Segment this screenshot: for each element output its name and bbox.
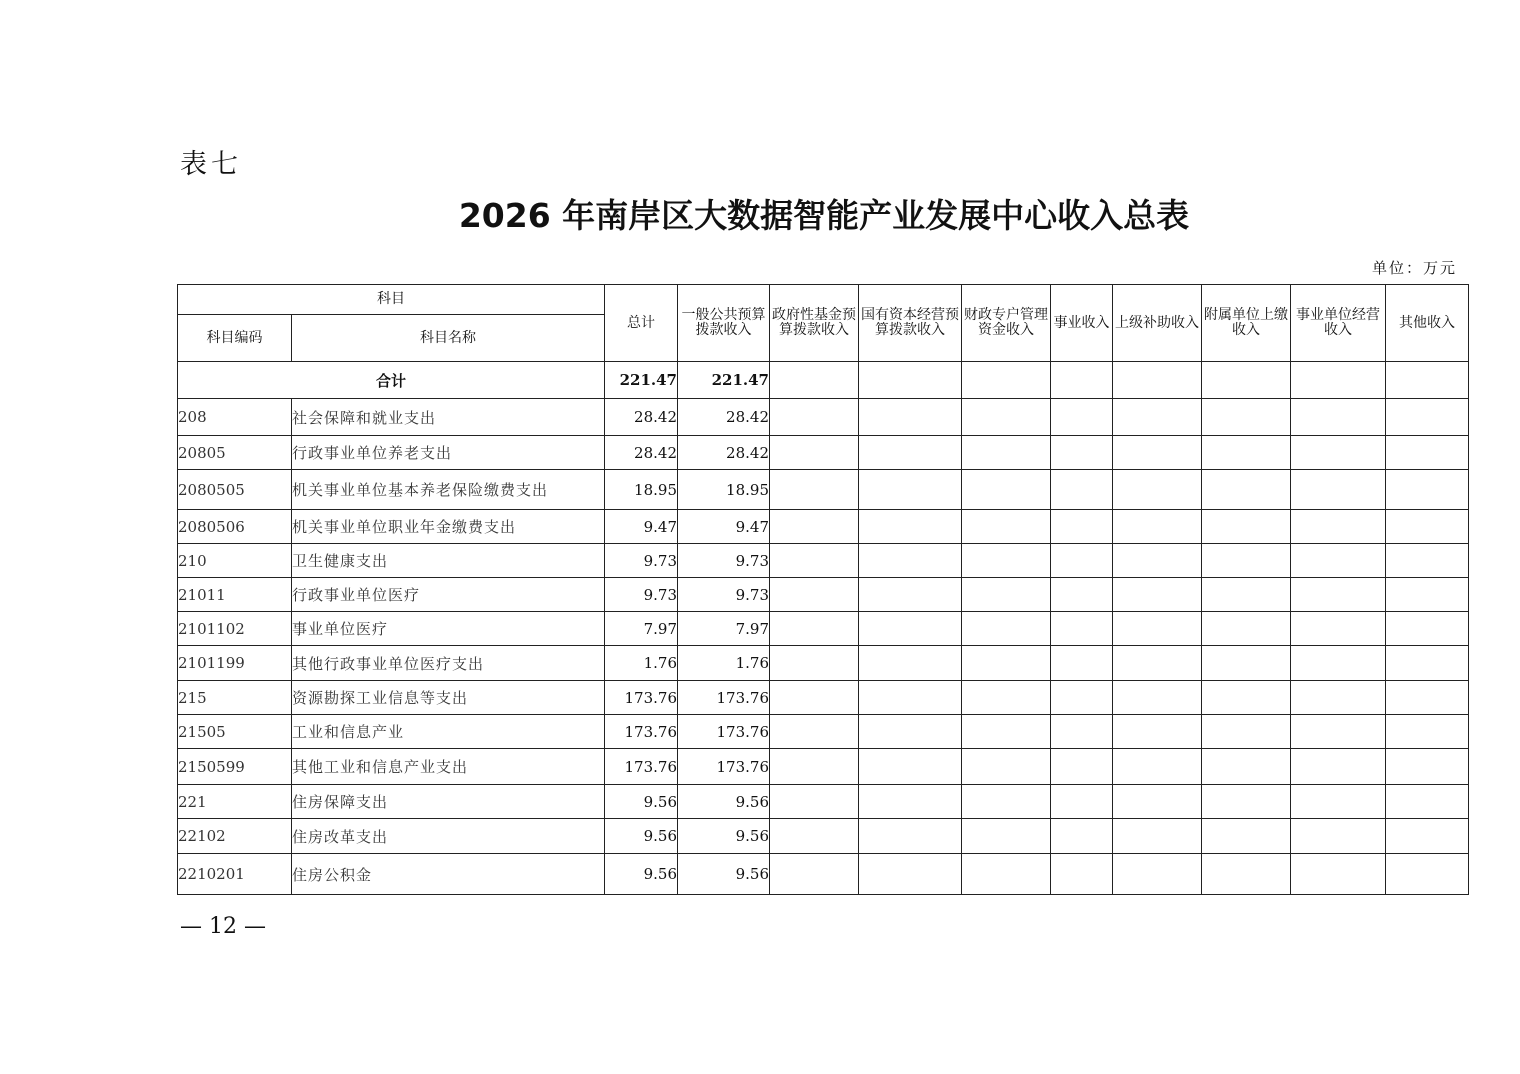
empty-cell bbox=[1202, 612, 1291, 646]
total-cell: 9.73 bbox=[605, 544, 678, 578]
empty-cell bbox=[962, 544, 1051, 578]
empty-cell bbox=[1113, 578, 1202, 612]
general-budget-cell: 9.56 bbox=[678, 785, 770, 819]
header-code: 科目编码 bbox=[178, 315, 292, 362]
subject-name-cell: 机关事业单位基本养老保险缴费支出 bbox=[292, 470, 605, 510]
empty-cell bbox=[1291, 544, 1386, 578]
header-general-budget: 一般公共预算拨款收入 bbox=[678, 285, 770, 362]
total-cell: 1.76 bbox=[605, 646, 678, 681]
empty-cell bbox=[1051, 681, 1113, 715]
empty-cell bbox=[1051, 470, 1113, 510]
table-row bbox=[178, 612, 1469, 646]
subject-name-cell: 住房公积金 bbox=[292, 854, 605, 895]
total-total-cell: 221.47 bbox=[605, 362, 678, 399]
empty-cell bbox=[859, 470, 962, 510]
empty-cell bbox=[1386, 470, 1469, 510]
empty-cell bbox=[1202, 819, 1291, 854]
empty-cell bbox=[1051, 510, 1113, 544]
empty-cell bbox=[1051, 854, 1113, 895]
empty-cell bbox=[1202, 785, 1291, 819]
empty-cell bbox=[859, 854, 962, 895]
empty-cell bbox=[962, 612, 1051, 646]
empty-cell bbox=[1386, 436, 1469, 470]
header-subject-group: 科目 bbox=[178, 285, 605, 315]
empty-cell bbox=[1051, 612, 1113, 646]
empty-cell bbox=[1291, 785, 1386, 819]
empty-cell bbox=[1386, 544, 1469, 578]
empty-cell bbox=[1051, 436, 1113, 470]
subject-code-cell: 21505 bbox=[178, 715, 292, 749]
subject-code-cell: 215 bbox=[178, 681, 292, 715]
empty-cell bbox=[1386, 578, 1469, 612]
empty-cell bbox=[859, 544, 962, 578]
empty-cell bbox=[770, 854, 859, 895]
empty-cell bbox=[1386, 785, 1469, 819]
table-row bbox=[178, 470, 1469, 510]
empty-cell bbox=[1386, 819, 1469, 854]
empty-cell bbox=[770, 399, 859, 436]
empty-cell bbox=[1291, 681, 1386, 715]
subject-code-cell: 2080505 bbox=[178, 470, 292, 510]
subject-code-cell: 22102 bbox=[178, 819, 292, 854]
subject-code-cell: 2080506 bbox=[178, 510, 292, 544]
table-row bbox=[178, 819, 1469, 854]
header-state-capital: 国有资本经营预算拨款收入 bbox=[859, 285, 962, 362]
header-operating: 事业单位经营收入 bbox=[1291, 285, 1386, 362]
empty-cell bbox=[1386, 612, 1469, 646]
page-number: — 12 — bbox=[180, 914, 266, 939]
empty-cell bbox=[1113, 715, 1202, 749]
empty-cell bbox=[1291, 436, 1386, 470]
empty-cell bbox=[1386, 715, 1469, 749]
empty-cell bbox=[1113, 399, 1202, 436]
total-cell: 9.56 bbox=[605, 785, 678, 819]
empty-cell bbox=[770, 646, 859, 681]
empty-cell bbox=[1051, 399, 1113, 436]
income-summary-table bbox=[177, 284, 1469, 895]
subject-name-cell: 其他行政事业单位医疗支出 bbox=[292, 646, 605, 681]
table-row bbox=[178, 578, 1469, 612]
total-label: 合计 bbox=[178, 362, 605, 399]
empty-cell bbox=[1291, 399, 1386, 436]
empty-cell bbox=[859, 646, 962, 681]
empty-cell bbox=[1386, 362, 1469, 399]
empty-cell bbox=[1291, 362, 1386, 399]
unit-label: 单位：万元 bbox=[1371, 259, 1457, 277]
subject-name-cell: 住房保障支出 bbox=[292, 785, 605, 819]
empty-cell bbox=[962, 470, 1051, 510]
subject-name-cell: 住房改革支出 bbox=[292, 819, 605, 854]
empty-cell bbox=[1291, 612, 1386, 646]
table-row bbox=[178, 681, 1469, 715]
header-business: 事业收入 bbox=[1051, 285, 1113, 362]
header-subsidy: 上级补助收入 bbox=[1113, 285, 1202, 362]
empty-cell bbox=[1202, 436, 1291, 470]
table-label: 表七 bbox=[180, 149, 242, 180]
empty-cell bbox=[1113, 612, 1202, 646]
empty-cell bbox=[770, 362, 859, 399]
empty-cell bbox=[1291, 819, 1386, 854]
general-budget-cell: 9.56 bbox=[678, 819, 770, 854]
empty-cell bbox=[1113, 681, 1202, 715]
empty-cell bbox=[770, 436, 859, 470]
empty-cell bbox=[1113, 819, 1202, 854]
empty-cell bbox=[1386, 681, 1469, 715]
general-budget-cell: 9.56 bbox=[678, 854, 770, 895]
empty-cell bbox=[770, 578, 859, 612]
total-cell: 28.42 bbox=[605, 436, 678, 470]
empty-cell bbox=[859, 612, 962, 646]
empty-cell bbox=[1051, 749, 1113, 785]
total-cell: 173.76 bbox=[605, 715, 678, 749]
empty-cell bbox=[1113, 470, 1202, 510]
empty-cell bbox=[1202, 544, 1291, 578]
empty-cell bbox=[859, 819, 962, 854]
empty-cell bbox=[770, 681, 859, 715]
empty-cell bbox=[859, 510, 962, 544]
total-cell: 9.56 bbox=[605, 854, 678, 895]
subject-name-cell: 社会保障和就业支出 bbox=[292, 399, 605, 436]
total-cell: 28.42 bbox=[605, 399, 678, 436]
table-row bbox=[178, 510, 1469, 544]
empty-cell bbox=[1386, 854, 1469, 895]
header-special-fund: 财政专户管理资金收入 bbox=[962, 285, 1051, 362]
empty-cell bbox=[770, 544, 859, 578]
empty-cell bbox=[1202, 510, 1291, 544]
subject-code-cell: 2150599 bbox=[178, 749, 292, 785]
header-affiliated: 附属单位上缴收入 bbox=[1202, 285, 1291, 362]
empty-cell bbox=[1202, 470, 1291, 510]
empty-cell bbox=[1291, 578, 1386, 612]
empty-cell bbox=[770, 749, 859, 785]
empty-cell bbox=[1113, 362, 1202, 399]
empty-cell bbox=[1113, 785, 1202, 819]
empty-cell bbox=[1051, 578, 1113, 612]
table-row bbox=[178, 399, 1469, 436]
table-row bbox=[178, 715, 1469, 749]
total-cell: 173.76 bbox=[605, 681, 678, 715]
general-budget-cell: 28.42 bbox=[678, 436, 770, 470]
subject-name-cell: 事业单位医疗 bbox=[292, 612, 605, 646]
total-cell: 7.97 bbox=[605, 612, 678, 646]
empty-cell bbox=[1113, 854, 1202, 895]
empty-cell bbox=[1202, 715, 1291, 749]
empty-cell bbox=[1113, 646, 1202, 681]
empty-cell bbox=[1051, 362, 1113, 399]
subject-code-cell: 210 bbox=[178, 544, 292, 578]
total-cell: 9.47 bbox=[605, 510, 678, 544]
empty-cell bbox=[1202, 578, 1291, 612]
empty-cell bbox=[1202, 646, 1291, 681]
empty-cell bbox=[1386, 510, 1469, 544]
table-row bbox=[178, 854, 1469, 895]
subject-code-cell: 2101102 bbox=[178, 612, 292, 646]
empty-cell bbox=[962, 510, 1051, 544]
empty-cell bbox=[859, 399, 962, 436]
subject-code-cell: 2101199 bbox=[178, 646, 292, 681]
table-row bbox=[178, 544, 1469, 578]
table-row bbox=[178, 749, 1469, 785]
empty-cell bbox=[962, 578, 1051, 612]
empty-cell bbox=[1291, 715, 1386, 749]
subject-name-cell: 行政事业单位医疗 bbox=[292, 578, 605, 612]
empty-cell bbox=[1291, 749, 1386, 785]
empty-cell bbox=[1051, 819, 1113, 854]
empty-cell bbox=[1202, 854, 1291, 895]
subject-code-cell: 2210201 bbox=[178, 854, 292, 895]
subject-code-cell: 208 bbox=[178, 399, 292, 436]
empty-cell bbox=[1113, 749, 1202, 785]
subject-name-cell: 资源勘探工业信息等支出 bbox=[292, 681, 605, 715]
empty-cell bbox=[1113, 510, 1202, 544]
subject-code-cell: 221 bbox=[178, 785, 292, 819]
header-other: 其他收入 bbox=[1386, 285, 1469, 362]
total-cell: 18.95 bbox=[605, 470, 678, 510]
general-budget-cell: 9.73 bbox=[678, 578, 770, 612]
total-cell: 173.76 bbox=[605, 749, 678, 785]
empty-cell bbox=[859, 785, 962, 819]
general-budget-cell: 9.73 bbox=[678, 544, 770, 578]
empty-cell bbox=[962, 681, 1051, 715]
header-gov-fund: 政府性基金预算拨款收入 bbox=[770, 285, 859, 362]
empty-cell bbox=[1386, 646, 1469, 681]
empty-cell bbox=[962, 646, 1051, 681]
empty-cell bbox=[962, 854, 1051, 895]
document-title: 2026 年南岸区大数据智能产业发展中心收入总表 bbox=[458, 196, 1190, 235]
empty-cell bbox=[1291, 470, 1386, 510]
empty-cell bbox=[962, 362, 1051, 399]
empty-cell bbox=[1051, 544, 1113, 578]
subject-name-cell: 工业和信息产业 bbox=[292, 715, 605, 749]
total-cell: 9.56 bbox=[605, 819, 678, 854]
table-row bbox=[178, 785, 1469, 819]
general-budget-cell: 9.47 bbox=[678, 510, 770, 544]
header-total: 总计 bbox=[605, 285, 678, 362]
empty-cell bbox=[962, 715, 1051, 749]
table-row bbox=[178, 436, 1469, 470]
empty-cell bbox=[1202, 399, 1291, 436]
empty-cell bbox=[770, 510, 859, 544]
total-cell: 9.73 bbox=[605, 578, 678, 612]
empty-cell bbox=[1202, 749, 1291, 785]
header-name: 科目名称 bbox=[292, 315, 605, 362]
subject-code-cell: 20805 bbox=[178, 436, 292, 470]
subject-name-cell: 其他工业和信息产业支出 bbox=[292, 749, 605, 785]
empty-cell bbox=[962, 785, 1051, 819]
empty-cell bbox=[859, 436, 962, 470]
empty-cell bbox=[859, 681, 962, 715]
empty-cell bbox=[770, 470, 859, 510]
empty-cell bbox=[770, 715, 859, 749]
empty-cell bbox=[1113, 544, 1202, 578]
empty-cell bbox=[962, 749, 1051, 785]
empty-cell bbox=[770, 612, 859, 646]
total-row bbox=[178, 362, 1469, 399]
empty-cell bbox=[962, 399, 1051, 436]
empty-cell bbox=[1386, 399, 1469, 436]
total-general-budget-cell: 221.47 bbox=[678, 362, 770, 399]
empty-cell bbox=[859, 578, 962, 612]
subject-code-cell: 21011 bbox=[178, 578, 292, 612]
subject-name-cell: 卫生健康支出 bbox=[292, 544, 605, 578]
empty-cell bbox=[1202, 362, 1291, 399]
empty-cell bbox=[770, 785, 859, 819]
empty-cell bbox=[859, 715, 962, 749]
general-budget-cell: 1.76 bbox=[678, 646, 770, 681]
empty-cell bbox=[1051, 715, 1113, 749]
empty-cell bbox=[859, 362, 962, 399]
empty-cell bbox=[770, 819, 859, 854]
subject-name-cell: 行政事业单位养老支出 bbox=[292, 436, 605, 470]
general-budget-cell: 173.76 bbox=[678, 681, 770, 715]
general-budget-cell: 173.76 bbox=[678, 715, 770, 749]
subject-name-cell: 机关事业单位职业年金缴费支出 bbox=[292, 510, 605, 544]
empty-cell bbox=[1291, 510, 1386, 544]
empty-cell bbox=[962, 819, 1051, 854]
empty-cell bbox=[1291, 854, 1386, 895]
empty-cell bbox=[1291, 646, 1386, 681]
empty-cell bbox=[1051, 785, 1113, 819]
general-budget-cell: 18.95 bbox=[678, 470, 770, 510]
empty-cell bbox=[1386, 749, 1469, 785]
empty-cell bbox=[859, 749, 962, 785]
general-budget-cell: 28.42 bbox=[678, 399, 770, 436]
empty-cell bbox=[1051, 646, 1113, 681]
empty-cell bbox=[1202, 681, 1291, 715]
general-budget-cell: 173.76 bbox=[678, 749, 770, 785]
empty-cell bbox=[1113, 436, 1202, 470]
table-row bbox=[178, 646, 1469, 681]
empty-cell bbox=[962, 436, 1051, 470]
general-budget-cell: 7.97 bbox=[678, 612, 770, 646]
